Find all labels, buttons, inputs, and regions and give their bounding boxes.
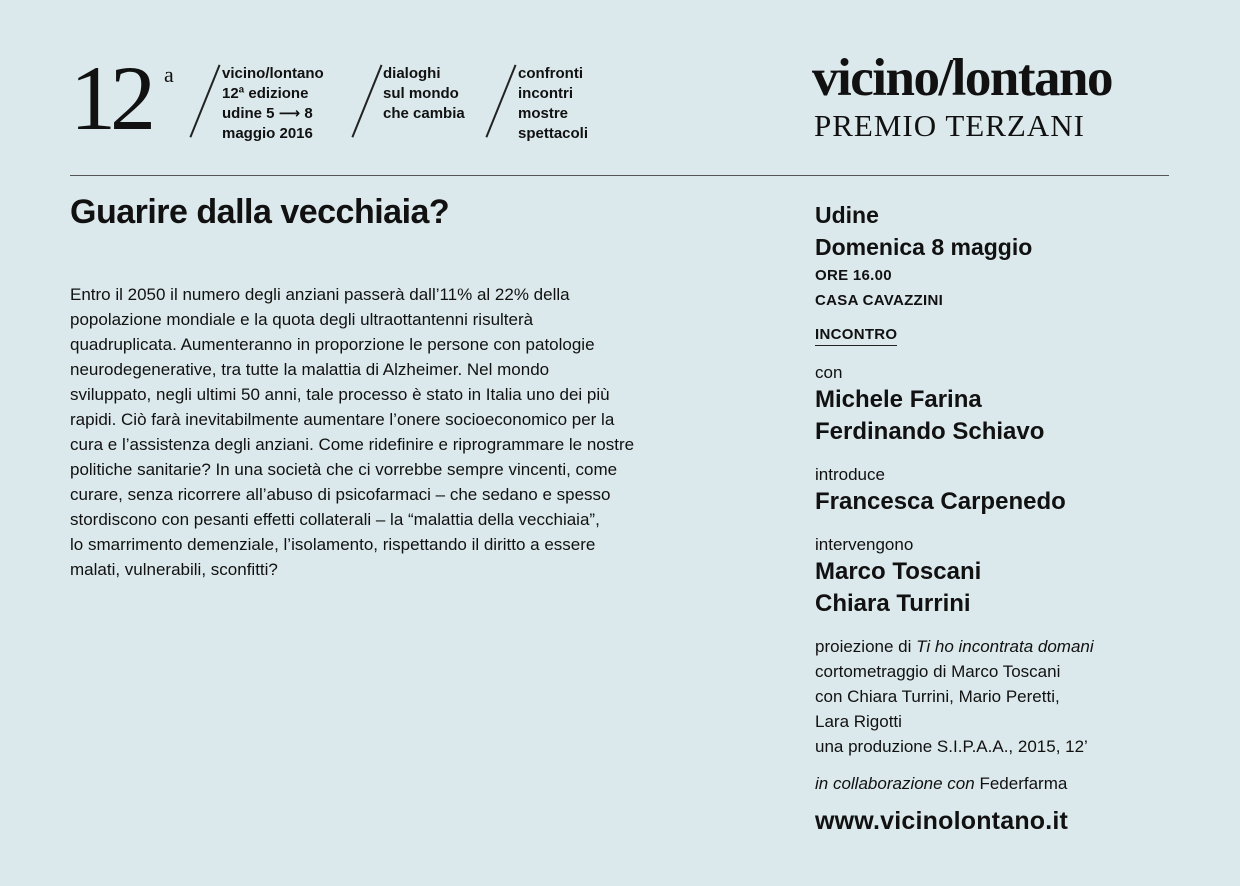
event-details <box>815 199 1215 837</box>
divider-slash <box>189 65 220 138</box>
projection-line: cortometraggio di Marco Toscani <box>815 662 1061 681</box>
activity-line: spettacoli <box>518 125 589 142</box>
event-type: INCONTRO <box>815 325 897 346</box>
collab-partner: Federfarma <box>974 774 1068 793</box>
speaker-name: Chiara Turrini <box>815 590 971 617</box>
description-line: lo smarrimento demenziale, l’isolamento, rispettando il diritto a essere <box>70 535 596 554</box>
event-description <box>70 282 730 582</box>
description-line: curare, senza ricorrere all’abuso di psicofarmaci – che sedano e spesso <box>70 485 611 504</box>
description-line: neurodegenerative, tra tutte la malattia di Alzheimer. Nel mondo <box>70 360 550 379</box>
intro-label: introduce <box>815 465 885 484</box>
projection-info <box>815 634 1215 759</box>
with-label: con <box>815 363 843 382</box>
festival-info-line: maggio 2016 <box>222 125 313 142</box>
website-link[interactable]: www.vicinolontano.it <box>815 807 1069 835</box>
activity-line: confronti <box>518 65 583 82</box>
festival-tagline <box>383 64 465 124</box>
guest-name: Ferdinando Schiavo <box>815 418 1045 445</box>
film-title: Ti ho incontrata domani <box>916 637 1094 656</box>
description-line: Entro il 2050 il numero degli anziani passerà dall’11% al 22% della <box>70 285 570 304</box>
edition-superscript: a <box>164 62 174 87</box>
description-line: politiche sanitarie? In una società che ci vorrebbe sempre vincenti, come <box>70 460 618 479</box>
description-line: popolazione mondiale e la quota degli ultraottantenni risulterà <box>70 310 534 329</box>
projection-line: con Chiara Turrini, Mario Peretti, <box>815 687 1060 706</box>
event-time: ORE 16.00 <box>815 267 892 284</box>
festival-info-line: udine 5 ⟶ 8 <box>222 105 313 122</box>
speaker-name: Marco Toscani <box>815 558 982 585</box>
description-line: malati, vulnerabili, sconfitti? <box>70 560 278 579</box>
event-venue: CASA CAVAZZINI <box>815 292 944 309</box>
guest-name: Michele Farina <box>815 386 982 413</box>
header-rule <box>70 175 1169 176</box>
description-line: quadruplicata. Aumenteranno in proporzione le persone con patologie <box>70 335 595 354</box>
description-line: rapidi. Ciò farà inevitabilmente aumentare l’onere socioeconomico per la <box>70 410 615 429</box>
brand-subtitle: PREMIO TERZANI <box>814 108 1085 143</box>
festival-info-line: vicino/lontano <box>222 65 324 82</box>
tagline-line: sul mondo <box>383 85 459 102</box>
projection-line: Lara Rigotti <box>815 712 902 731</box>
collab-prefix: in collaborazione con <box>815 774 975 793</box>
festival-info <box>222 64 324 144</box>
projection-prefix: proiezione di <box>815 637 917 656</box>
projection-line: una produzione S.I.P.A.A., 2015, 12’ <box>815 737 1088 756</box>
brand-logo: vicino/lontano <box>812 49 1113 107</box>
event-title: Guarire dalla vecchiaia? <box>70 193 450 231</box>
event-date: Domenica 8 maggio <box>815 234 1033 260</box>
description-line: sviluppato, negli ultimi 50 anni, tale processo è stato in Italia uno dei più <box>70 385 610 404</box>
festival-info-line: 12ª edizione <box>222 85 309 102</box>
speakers-label: intervengono <box>815 535 914 554</box>
moderator-name: Francesca Carpenedo <box>815 488 1066 515</box>
divider-slash <box>485 65 516 138</box>
description-line: stordiscono con pesanti effetti collaterali – la “malattia della vecchiaia”, <box>70 510 600 529</box>
description-line: cura e l’assistenza degli anziani. Come ridefinire e riprogrammare le nostre <box>70 435 635 454</box>
divider-slash <box>351 65 382 138</box>
edition-number: 12 <box>70 47 150 149</box>
tagline-line: dialoghi <box>383 65 441 82</box>
event-city: Udine <box>815 202 879 228</box>
activity-line: mostre <box>518 105 569 122</box>
projection-heading <box>815 634 1215 659</box>
festival-activities <box>518 64 588 144</box>
collaboration <box>815 773 1215 795</box>
activity-line: incontri <box>518 85 573 102</box>
tagline-line: che cambia <box>383 105 465 122</box>
